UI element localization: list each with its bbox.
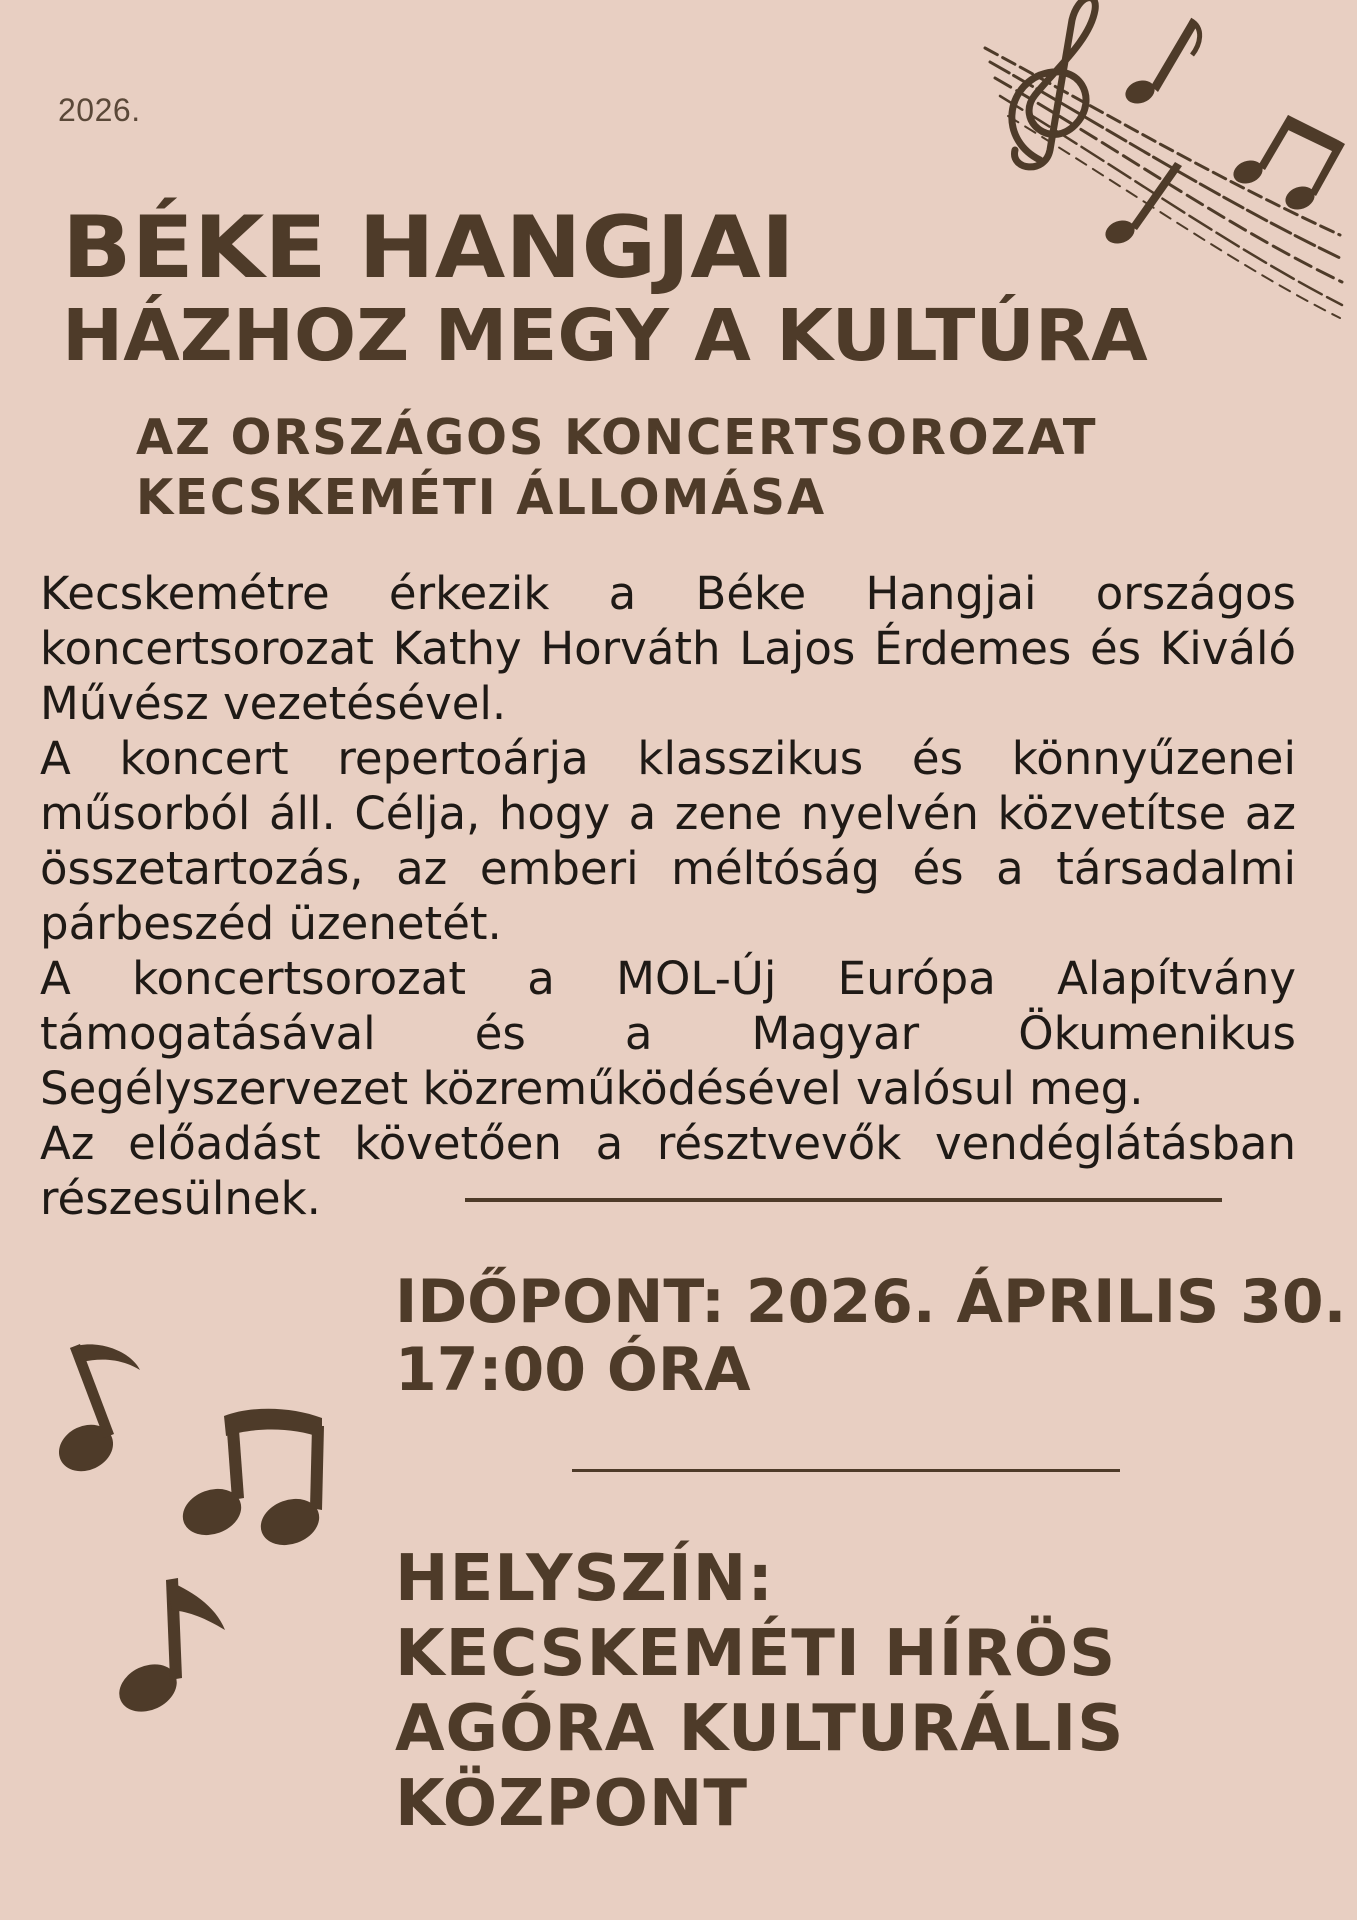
music-notes-icon	[0, 1340, 400, 1740]
paragraph-hospitality: Az előadást követően a résztvevők vendéglátásban részesülnek.	[40, 1117, 1296, 1225]
paragraph-sponsors: A koncertsorozat a MOL-Új Európa Alapítvány támogatásával és a Magyar Ökumenikus Segélyszervezet közreműködésével valósul meg.	[40, 952, 1296, 1115]
year-label: 2026.	[58, 92, 141, 128]
event-date: IDŐPONT: 2026. ÁPRILIS 30.	[395, 1267, 1347, 1337]
location-line-2: AGÓRA KULTURÁLIS	[395, 1692, 1125, 1766]
event-location	[395, 1542, 1124, 1842]
main-subtitle: HÁZHOZ MEGY A KULTÚRA	[62, 294, 1148, 377]
sub-heading-line-1: AZ ORSZÁGOS KONCERTSOROZAT	[136, 409, 1098, 466]
paragraph-repertoire: A koncert repertoárja klasszikus és könnyűzenei műsorból áll. Célja, hogy a zene nyelvén közvetítse az összetartozás, az emberi méltóság és a társadalmi párbeszéd üzenetét.	[40, 732, 1296, 950]
main-title: BÉKE HANGJAI	[62, 198, 795, 298]
divider-line	[465, 1198, 1222, 1202]
location-line-1: KECSKEMÉTI HÍRÖS	[395, 1617, 1117, 1691]
sub-heading	[136, 408, 1097, 528]
location-label: HELYSZÍN:	[395, 1542, 774, 1616]
divider-line	[572, 1469, 1120, 1472]
sub-heading-line-2: KECSKEMÉTI ÁLLOMÁSA	[136, 469, 827, 526]
description-text	[40, 566, 1296, 1226]
event-time	[395, 1268, 1346, 1404]
paragraph-intro: Kecskemétre érkezik a Béke Hangjai országos koncertsorozat Kathy Horváth Lajos Érdemes és Kiváló Művész vezetésével.	[40, 567, 1296, 730]
event-hour: 17:00 ÓRA	[395, 1335, 751, 1405]
location-line-3: KÖZPONT	[395, 1767, 749, 1841]
